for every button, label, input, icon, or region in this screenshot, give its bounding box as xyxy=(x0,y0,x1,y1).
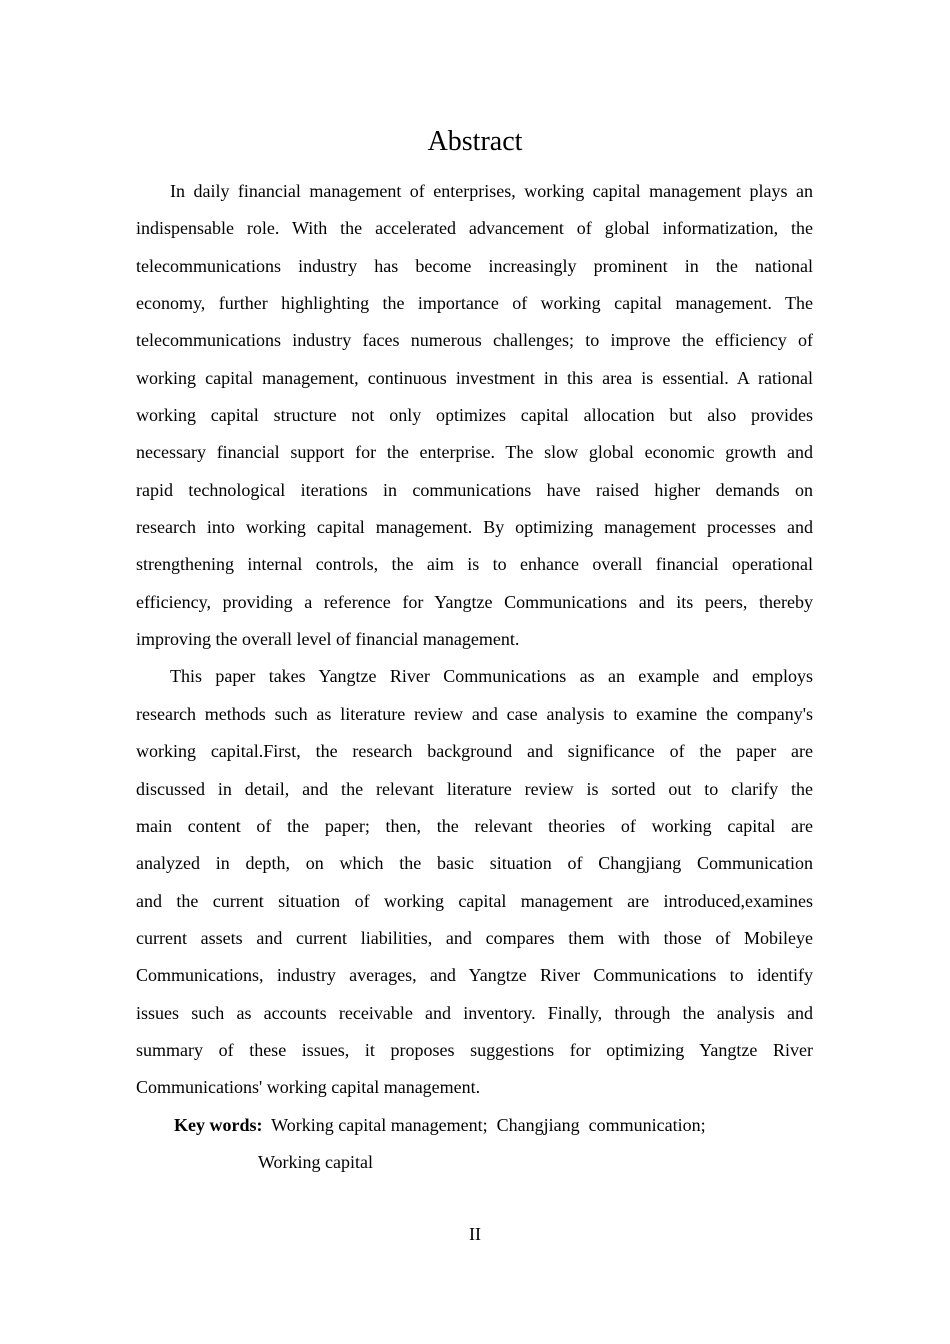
text-line: strengthening internal controls, the aim is to enhance overall financial operational xyxy=(136,554,813,575)
paragraph xyxy=(136,658,813,1106)
text-line: telecommunications industry has become increasingly prominent in the national xyxy=(136,255,813,276)
text-line: This paper takes Yangtze River Communications as an example and employs xyxy=(170,666,813,687)
text-line: working capital structure not only optimizes capital allocation but also provides xyxy=(136,405,813,426)
text-line: and the current situation of working capital management are introduced,examines xyxy=(136,890,813,911)
page-number: II xyxy=(469,1224,481,1244)
text-line: current assets and current liabilities, and compares them with those of Mobileye xyxy=(136,927,813,948)
text-line: summary of these issues, it proposes suggestions for optimizing Yangtze River xyxy=(136,1039,813,1060)
page-title: Abstract xyxy=(427,126,523,157)
text-line: working capital management, continuous investment in this area is essential. A rational xyxy=(136,367,813,388)
text-line: necessary financial support for the enterprise. The slow global economic growth and xyxy=(136,442,813,463)
text-line: research into working capital management. By optimizing management processes and xyxy=(136,517,813,538)
text-line: research methods such as literature review and case analysis to examine the company's xyxy=(136,703,813,724)
text-line: In daily financial management of enterprises, working capital management plays an xyxy=(170,181,813,201)
text-line: working capital.First, the research background and significance of the paper are xyxy=(136,741,813,762)
text-line: discussed in detail, and the relevant literature review is sorted out to clarify the xyxy=(136,778,813,799)
keywords-label: Key words: xyxy=(174,1114,263,1135)
text-line: Communications' working capital management. xyxy=(136,1077,481,1098)
text-line: main content of the paper; then, the relevant theories of working capital are xyxy=(136,815,813,836)
text-line: economy, further highlighting the importance of working capital management. The xyxy=(136,293,813,314)
keywords-line xyxy=(136,1107,813,1144)
keywords-continuation: Working capital xyxy=(258,1151,374,1172)
text-line: analyzed in depth, on which the basic situation of Changjiang Communication xyxy=(136,853,813,874)
text-line: indispensable role. With the accelerated advancement of global informatization, the xyxy=(136,218,813,239)
paragraph xyxy=(136,173,813,658)
text-line: rapid technological iterations in communications have raised higher demands on xyxy=(136,479,813,500)
abstract-body xyxy=(136,173,813,1181)
text-line: improving the overall level of financial management. xyxy=(136,629,520,650)
text-line: telecommunications industry faces numerous challenges; to improve the efficiency of xyxy=(136,330,813,351)
abstract-paragraphs xyxy=(136,173,813,1107)
text-line: issues such as accounts receivable and inventory. Finally, through the analysis and xyxy=(136,1002,813,1023)
keywords-text: Working capital management; Changjiang communication; xyxy=(262,1114,706,1135)
text-line: efficiency, providing a reference for Yangtze Communications and its peers, thereby xyxy=(136,591,813,612)
text-line: Communications, industry averages, and Yangtze River Communications to identify xyxy=(136,965,813,986)
